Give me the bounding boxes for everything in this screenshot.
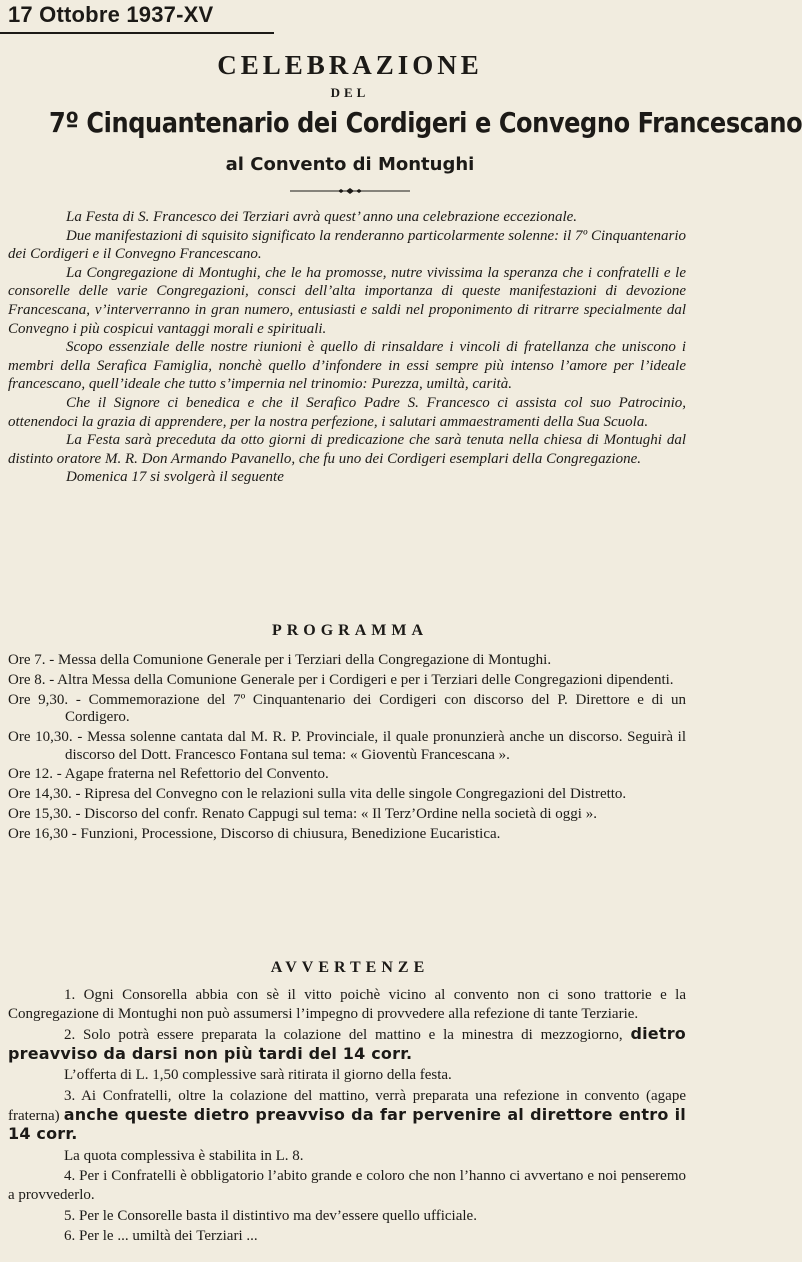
programma-time: Ore 12.: [8, 766, 53, 783]
avvertenza-4: 4. Per i Confratelli è obbligatorio l’abito grande e coloro che non l’hanno ci avvertano e noi penseremo a provvederlo.: [8, 1168, 686, 1203]
avvertenza-2: [8, 1025, 686, 1064]
programma-item: [8, 672, 686, 690]
programma-desc: - Agape fraterna nel Refettorio del Convento.: [56, 766, 329, 783]
programma-item: [8, 729, 686, 764]
title-del: DEL: [330, 85, 370, 100]
date-underline: [0, 32, 274, 34]
avvertenza-3-text: 3. Ai Confratelli, oltre la colazione del mattino, verrà preparata una refezione in convento (agape fraterna): [8, 1087, 686, 1124]
avvertenze-list: [8, 986, 686, 1245]
avvertenza-2-text: 2. Solo potrà essere preparata la colazione del mattino e la minestra di mezzogiorno,: [64, 1027, 623, 1044]
programma-list: [8, 652, 686, 845]
avvertenza-2-offerta: L’offerta di L. 1,50 complessive sarà ritirata il giorno della festa.: [64, 1067, 452, 1084]
programma-desc: - Messa solenne cantata dal M. R. P. Provinciale, il quale pronunzierà anche un discorso. Seguirà il discorso del Dott. Francesco Fontana sul tema: « Gioventù Francescana ».: [65, 728, 687, 763]
programma-time: Ore 9,30.: [8, 691, 69, 708]
programma-time: Ore 16,30: [8, 825, 68, 842]
programma-desc: - Altra Messa della Comunione Generale per i Cordigeri e per i Terziari delle Congregazioni dipendenti.: [49, 671, 674, 688]
programma-heading: PROGRAMMA: [271, 622, 429, 639]
title-main: 7º Cinquantenario dei Cordigeri e Convegno Francescano: [49, 106, 802, 139]
avvertenza-2-emphasis: dietro preavviso da darsi non più tardi del 14 corr.: [8, 1024, 686, 1063]
intro-paragraph: La Festa di S. Francesco dei Terziari avrà quest’ anno una celebrazione eccezionale.: [66, 209, 578, 225]
title-location: al Convento di Montughi: [225, 154, 475, 175]
programma-desc: - Commemorazione del 7º Cinquantenario dei Cordigeri con discorso del P. Direttore e di un Cordigero.: [65, 691, 687, 726]
programma-item: [8, 766, 686, 784]
programma-time: Ore 10,30.: [8, 728, 73, 745]
programma-time: Ore 7.: [8, 652, 46, 668]
avvertenza-6-cutoff: 6. Per le ... umiltà dei Terziari ...: [64, 1228, 258, 1245]
programma-desc: - Messa della Comunione Generale per i Terziari della Congregazione di Montughi.: [49, 652, 552, 668]
intro-paragraph: Scopo essenziale delle nostre riunioni è quello di rinsaldare i vincoli di fratellanza che uniscono i membri della Serafica Famiglia, nonchè quello d’infondere in essi sempre più intenso l’amore per l’ideale francescano, quell’ideale che tutto s’impernia nel trinomio: Purezza, umiltà, carità.: [8, 339, 686, 393]
programma-time: Ore 14,30.: [8, 786, 72, 803]
avvertenza-1: 1. Ogni Consorella abbia con sè il vitto poichè vicino al convento non ci sono trattorie e la Congregazione di Montughi non può assumersi l’impegno di provvedere alla refezione di tante Terziarie.: [8, 987, 686, 1022]
avvertenza-3-emphasis: anche queste dietro preavviso da far pervenire al direttore entro il 14 corr.: [8, 1104, 686, 1144]
programma-item: [8, 652, 686, 670]
programma-time: Ore 8.: [8, 671, 46, 688]
programma-item: [8, 692, 686, 727]
intro-paragraph: La Festa sarà preceduta da otto giorni di predicazione che sarà tenuta nella chiesa di Montughi dal distinto oratore M. R. Don Armando Pavanello, che fu uno dei Cordigeri esemplari della Congregazione.: [8, 432, 686, 467]
programma-item: [8, 786, 686, 804]
programma-time: Ore 15,30.: [8, 805, 72, 822]
programma-desc: - Funzioni, Processione, Discorso di chiusura, Benedizione Eucaristica.: [71, 825, 501, 842]
programma-desc: - Discorso del confr. Renato Cappugi sul tema: « Il Terz’Ordine nella società di oggi ».: [75, 805, 597, 822]
ornament-divider: [290, 186, 410, 196]
avvertenze-heading: AVVERTENZE: [270, 959, 430, 976]
programma-item: [8, 826, 686, 844]
intro-paragraph: Domenica 17 si svolgerà il seguente: [66, 469, 284, 486]
programma-desc: - Ripresa del Convegno con le relazioni sulla vita delle singole Congregazioni del Distretto.: [75, 786, 627, 803]
avvertenza-3: [8, 1087, 686, 1145]
title-celebrazione: CELEBRAZIONE: [217, 50, 483, 80]
programma-item: [8, 806, 686, 824]
intro-text: [8, 208, 686, 487]
avvertenza-5: 5. Per le Consorelle basta il distintivo ma dev’essere quello ufficiale.: [64, 1207, 477, 1224]
intro-paragraph: Che il Signore ci benedica e che il Serafico Padre S. Francesco ci assista col suo Patrocinio, ottenendoci la grazia di apprendere, per la nostra perfezione, i salutari ammaestramenti della Sua Scuola.: [8, 394, 686, 430]
intro-paragraph: La Congregazione di Montughi, che le ha promosse, nutre vivissima la speranza che i confratelli e le consorelle delle varie Congregazioni, consci dell’alta importanza di queste manifestazioni di devozione Francescana, v’interverranno in gran numero, entusiasti e saldi nel proponimento di ritrarre specialmente dal Convegno i più cospicui vantaggi morali e spirituali.: [8, 264, 686, 337]
intro-paragraph: Due manifestazioni di squisito significato la renderanno particolarmente solenne: il 7º Cinquantenario dei Cordigeri e il Convegno Francescano.: [8, 227, 686, 263]
handwritten-date: 17 Ottobre 1937-XV: [8, 2, 214, 27]
avvertenza-3-quota: La quota complessiva è stabilita in L. 8.: [64, 1147, 304, 1164]
